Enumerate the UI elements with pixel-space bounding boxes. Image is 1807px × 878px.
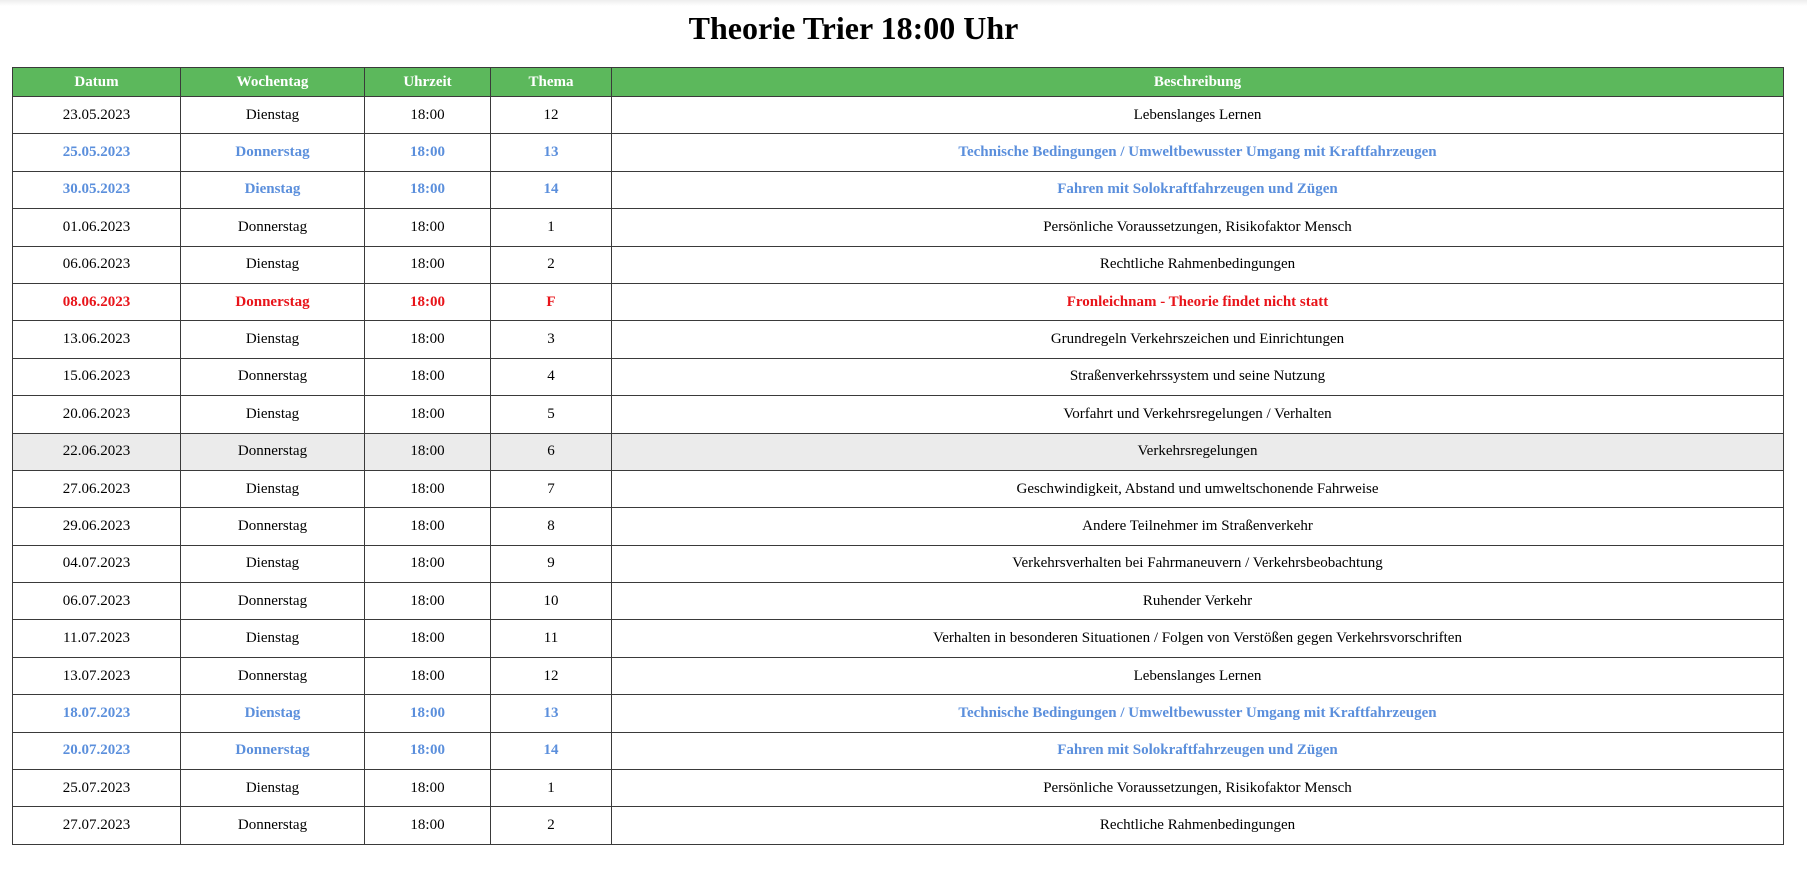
cell-date: 27.06.2023: [13, 470, 181, 507]
cell-description: Ruhender Verkehr: [612, 583, 1784, 620]
cell-date: 13.07.2023: [13, 657, 181, 694]
cell-date: 23.05.2023: [13, 97, 181, 134]
cell-description: Technische Bedingungen / Umweltbewusster Umgang mit Kraftfahrzeugen: [612, 134, 1784, 171]
cell-time: 18:00: [365, 246, 491, 283]
table-row: [13, 732, 1784, 769]
cell-weekday: Donnerstag: [181, 283, 365, 320]
cell-weekday: Dienstag: [181, 246, 365, 283]
cell-time: 18:00: [365, 134, 491, 171]
cell-time: 18:00: [365, 433, 491, 470]
cell-topic: 12: [491, 657, 612, 694]
cell-weekday: Donnerstag: [181, 807, 365, 844]
cell-description: Persönliche Voraussetzungen, Risikofaktor Mensch: [612, 209, 1784, 246]
column-header-thema: Thema: [491, 68, 612, 97]
cell-topic: 4: [491, 358, 612, 395]
cell-time: 18:00: [365, 97, 491, 134]
table-header: [13, 68, 1784, 97]
cell-description: Straßenverkehrssystem und seine Nutzung: [612, 358, 1784, 395]
cell-topic: 13: [491, 134, 612, 171]
table-row: [13, 695, 1784, 732]
cell-topic: 14: [491, 732, 612, 769]
cell-date: 06.07.2023: [13, 583, 181, 620]
cell-description: Andere Teilnehmer im Straßenverkehr: [612, 508, 1784, 545]
cell-topic: 1: [491, 770, 612, 807]
cell-topic: 11: [491, 620, 612, 657]
cell-topic: 14: [491, 171, 612, 208]
cell-date: 04.07.2023: [13, 545, 181, 582]
table-row: [13, 171, 1784, 208]
cell-time: 18:00: [365, 545, 491, 582]
cell-time: 18:00: [365, 396, 491, 433]
cell-topic: 2: [491, 807, 612, 844]
cell-time: 18:00: [365, 283, 491, 320]
cell-time: 18:00: [365, 470, 491, 507]
cell-time: 18:00: [365, 770, 491, 807]
cell-weekday: Dienstag: [181, 770, 365, 807]
table-row: [13, 545, 1784, 582]
cell-description: Verhalten in besonderen Situationen / Folgen von Verstößen gegen Verkehrsvorschriften: [612, 620, 1784, 657]
cell-time: 18:00: [365, 732, 491, 769]
cell-weekday: Donnerstag: [181, 358, 365, 395]
cell-weekday: Dienstag: [181, 321, 365, 358]
cell-date: 25.05.2023: [13, 134, 181, 171]
table-row: [13, 358, 1784, 395]
column-header-datum: Datum: [13, 68, 181, 97]
cell-description: Technische Bedingungen / Umweltbewusster Umgang mit Kraftfahrzeugen: [612, 695, 1784, 732]
cell-weekday: Dienstag: [181, 470, 365, 507]
cell-topic: 13: [491, 695, 612, 732]
table-row: [13, 246, 1784, 283]
table-row: [13, 620, 1784, 657]
cell-weekday: Dienstag: [181, 171, 365, 208]
cell-date: 22.06.2023: [13, 433, 181, 470]
table-body: [13, 97, 1784, 845]
cell-topic: 10: [491, 583, 612, 620]
cell-description: Vorfahrt und Verkehrsregelungen / Verhalten: [612, 396, 1784, 433]
cell-date: 20.06.2023: [13, 396, 181, 433]
cell-date: 25.07.2023: [13, 770, 181, 807]
cell-weekday: Dienstag: [181, 97, 365, 134]
cell-date: 20.07.2023: [13, 732, 181, 769]
cell-weekday: Dienstag: [181, 396, 365, 433]
cell-time: 18:00: [365, 321, 491, 358]
cell-description: Fahren mit Solokraftfahrzeugen und Zügen: [612, 732, 1784, 769]
cell-date: 01.06.2023: [13, 209, 181, 246]
cell-description: Geschwindigkeit, Abstand und umweltschonende Fahrweise: [612, 470, 1784, 507]
column-header-uhrzeit: Uhrzeit: [365, 68, 491, 97]
table-row: [13, 770, 1784, 807]
cell-date: 27.07.2023: [13, 807, 181, 844]
top-shadow: [0, 0, 1807, 6]
cell-description: Lebenslanges Lernen: [612, 97, 1784, 134]
table-row: [13, 209, 1784, 246]
cell-time: 18:00: [365, 508, 491, 545]
table-row: [13, 283, 1784, 320]
column-header-wochentag: Wochentag: [181, 68, 365, 97]
cell-description: Rechtliche Rahmenbedingungen: [612, 807, 1784, 844]
cell-weekday: Donnerstag: [181, 732, 365, 769]
page-title: Theorie Trier 18:00 Uhr: [688, 10, 1019, 46]
cell-topic: 12: [491, 97, 612, 134]
column-header-beschreibung: Beschreibung: [612, 68, 1784, 97]
cell-weekday: Donnerstag: [181, 134, 365, 171]
cell-description: Fronleichnam - Theorie findet nicht statt: [612, 283, 1784, 320]
cell-date: 18.07.2023: [13, 695, 181, 732]
cell-time: 18:00: [365, 171, 491, 208]
cell-description: Verkehrsverhalten bei Fahrmaneuvern / Verkehrsbeobachtung: [612, 545, 1784, 582]
cell-weekday: Dienstag: [181, 545, 365, 582]
cell-time: 18:00: [365, 807, 491, 844]
cell-topic: 8: [491, 508, 612, 545]
table-row: [13, 396, 1784, 433]
table-row: [13, 97, 1784, 134]
cell-topic: 1: [491, 209, 612, 246]
table-row: [13, 470, 1784, 507]
cell-topic: 9: [491, 545, 612, 582]
cell-weekday: Donnerstag: [181, 433, 365, 470]
cell-weekday: Donnerstag: [181, 657, 365, 694]
table-row: [13, 583, 1784, 620]
cell-date: 08.06.2023: [13, 283, 181, 320]
table-row: [13, 508, 1784, 545]
cell-time: 18:00: [365, 209, 491, 246]
cell-time: 18:00: [365, 583, 491, 620]
cell-description: Fahren mit Solokraftfahrzeugen und Zügen: [612, 171, 1784, 208]
cell-date: 15.06.2023: [13, 358, 181, 395]
cell-description: Rechtliche Rahmenbedingungen: [612, 246, 1784, 283]
cell-topic: F: [491, 283, 612, 320]
cell-date: 30.05.2023: [13, 171, 181, 208]
cell-description: Lebenslanges Lernen: [612, 657, 1784, 694]
cell-date: 11.07.2023: [13, 620, 181, 657]
cell-topic: 6: [491, 433, 612, 470]
table-row: [13, 807, 1784, 844]
table-row: [13, 321, 1784, 358]
cell-time: 18:00: [365, 657, 491, 694]
cell-topic: 7: [491, 470, 612, 507]
cell-topic: 2: [491, 246, 612, 283]
header-row: [13, 68, 1784, 97]
cell-weekday: Donnerstag: [181, 583, 365, 620]
cell-weekday: Donnerstag: [181, 508, 365, 545]
cell-topic: 3: [491, 321, 612, 358]
cell-description: Verkehrsregelungen: [612, 433, 1784, 470]
cell-weekday: Dienstag: [181, 695, 365, 732]
cell-weekday: Donnerstag: [181, 209, 365, 246]
table-row: [13, 134, 1784, 171]
cell-weekday: Dienstag: [181, 620, 365, 657]
cell-description: Persönliche Voraussetzungen, Risikofaktor Mensch: [612, 770, 1784, 807]
cell-date: 29.06.2023: [13, 508, 181, 545]
cell-description: Grundregeln Verkehrszeichen und Einrichtungen: [612, 321, 1784, 358]
cell-date: 06.06.2023: [13, 246, 181, 283]
cell-date: 13.06.2023: [13, 321, 181, 358]
cell-time: 18:00: [365, 695, 491, 732]
cell-time: 18:00: [365, 620, 491, 657]
cell-topic: 5: [491, 396, 612, 433]
schedule-table: [12, 67, 1784, 845]
cell-time: 18:00: [365, 358, 491, 395]
table-row: [13, 433, 1784, 470]
table-row: [13, 657, 1784, 694]
